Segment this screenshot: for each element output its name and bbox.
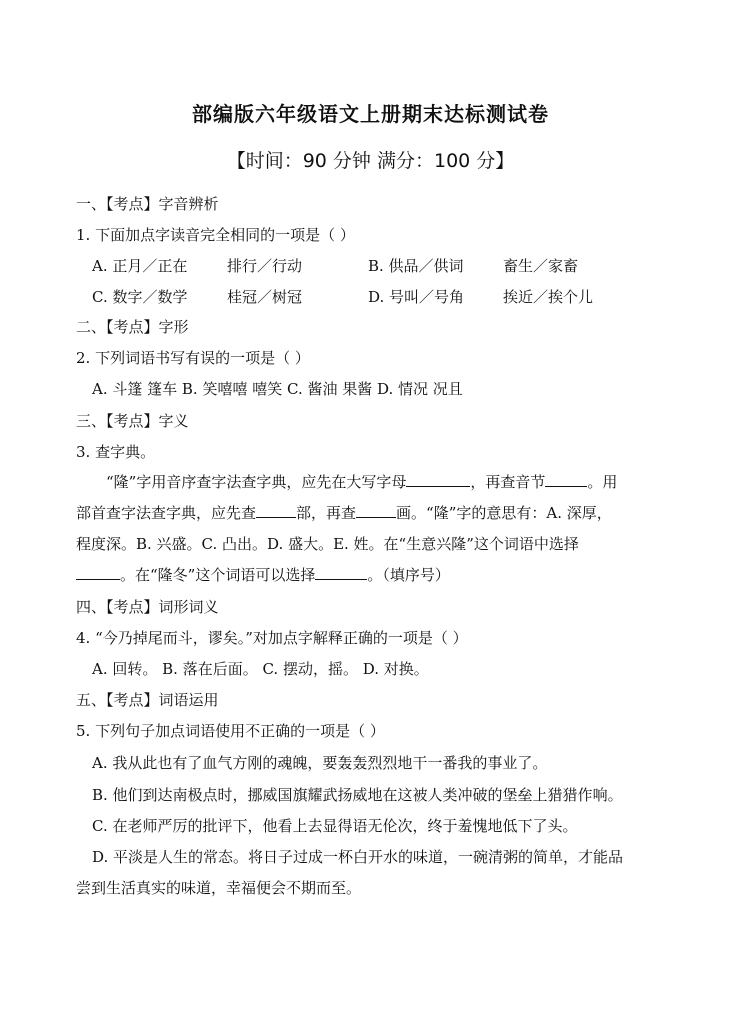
q3-paragraph [76,467,666,591]
blank-radical[interactable] [256,503,296,518]
q2-options: A. 斗篷 篷车 B. 笑嘻嘻 嘻笑 C. 酱油 果酱 D. 情况 况且 [92,380,463,398]
section-4-header: 四、【考点】词形词义 [76,598,219,616]
q4-options: A. 回转。 B. 落在后面。 C. 摆动，摇。 D. 对换。 [92,660,429,678]
blank-syllable[interactable] [545,472,587,487]
question-4: 4. “今乃掉尾而斗，谬矣。”对加点字解释正确的一项是（ ） [76,629,468,647]
question-3: 3. 查字典。 [76,443,156,461]
section-2-header: 二、【考点】字形 [76,318,189,336]
blank-meaning-2[interactable] [315,565,367,580]
q1-option-c-1: C. 数字／数学 [92,288,188,306]
q3-line-2: 部首查字法查字典，应先查 部，再查 画。“隆”字的意思有：A. 深厚， [76,504,612,522]
q5-option-c: C. 在老师严厉的批评下，他看上去显得语无伦次，终于羞愧地低下了头。 [92,817,578,835]
question-1: 1. 下面加点字读音完全相同的一项是（ ） [76,226,355,244]
section-5-header: 五、【考点】词语运用 [76,691,219,709]
q3-line-3: 程度深。B. 兴盛。C. 凸出。D. 盛大。E. 姓。在“生意兴隆”这个词语中选择 [76,535,579,553]
page-subtitle: 【时间：90 分钟 满分：100 分】 [226,150,515,172]
page-title: 部编版六年级语文上册期末达标测试卷 [192,102,549,126]
q1-option-a-1: A. 正月／正在 [92,257,188,275]
q1-option-b-2: 畜生／家畜 [503,257,579,275]
question-5: 5. 下列句子加点词语使用不正确的一项是（ ） [76,722,385,740]
blank-letter[interactable] [406,472,470,487]
section-3-header: 三、【考点】字义 [76,412,189,430]
q5-option-d-line-2: 尝到生活真实的味道，幸福便会不期而至。 [76,879,362,897]
q1-option-d-2: 挨近／挨个儿 [503,288,594,306]
blank-meaning-1[interactable] [76,565,120,580]
q5-option-b: B. 他们到达南极点时，挪威国旗耀武扬威地在这被人类冲破的堡垒上猎猎作响。 [92,786,623,804]
blank-strokes[interactable] [356,503,396,518]
q3-line-4: 。在“隆冬”这个词语可以选择 。（填序号） [76,560,666,591]
q1-option-c-2: 桂冠／树冠 [227,288,303,306]
section-1-header: 一、【考点】字音辨析 [76,195,219,213]
q1-option-a-2: 排行／行动 [227,257,303,275]
q5-option-d-line-1: D. 平淡是人生的常态。将日子过成一杯白开水的味道，一碗清粥的简单，才能品 [92,848,624,866]
q1-option-d-1: D. 号叫／号角 [368,288,465,306]
q3-line-1: “隆”字用音序查字法查字典，应先在大写字母 ，再查音节 。用 [106,473,618,491]
question-2: 2. 下列词语书写有误的一项是（ ） [76,349,310,367]
q1-option-b-1: B. 供品／供词 [368,257,464,275]
q5-option-a: A. 我从此也有了血气方刚的魂魄，要轰轰烈烈地干一番我的事业了。 [92,754,548,772]
